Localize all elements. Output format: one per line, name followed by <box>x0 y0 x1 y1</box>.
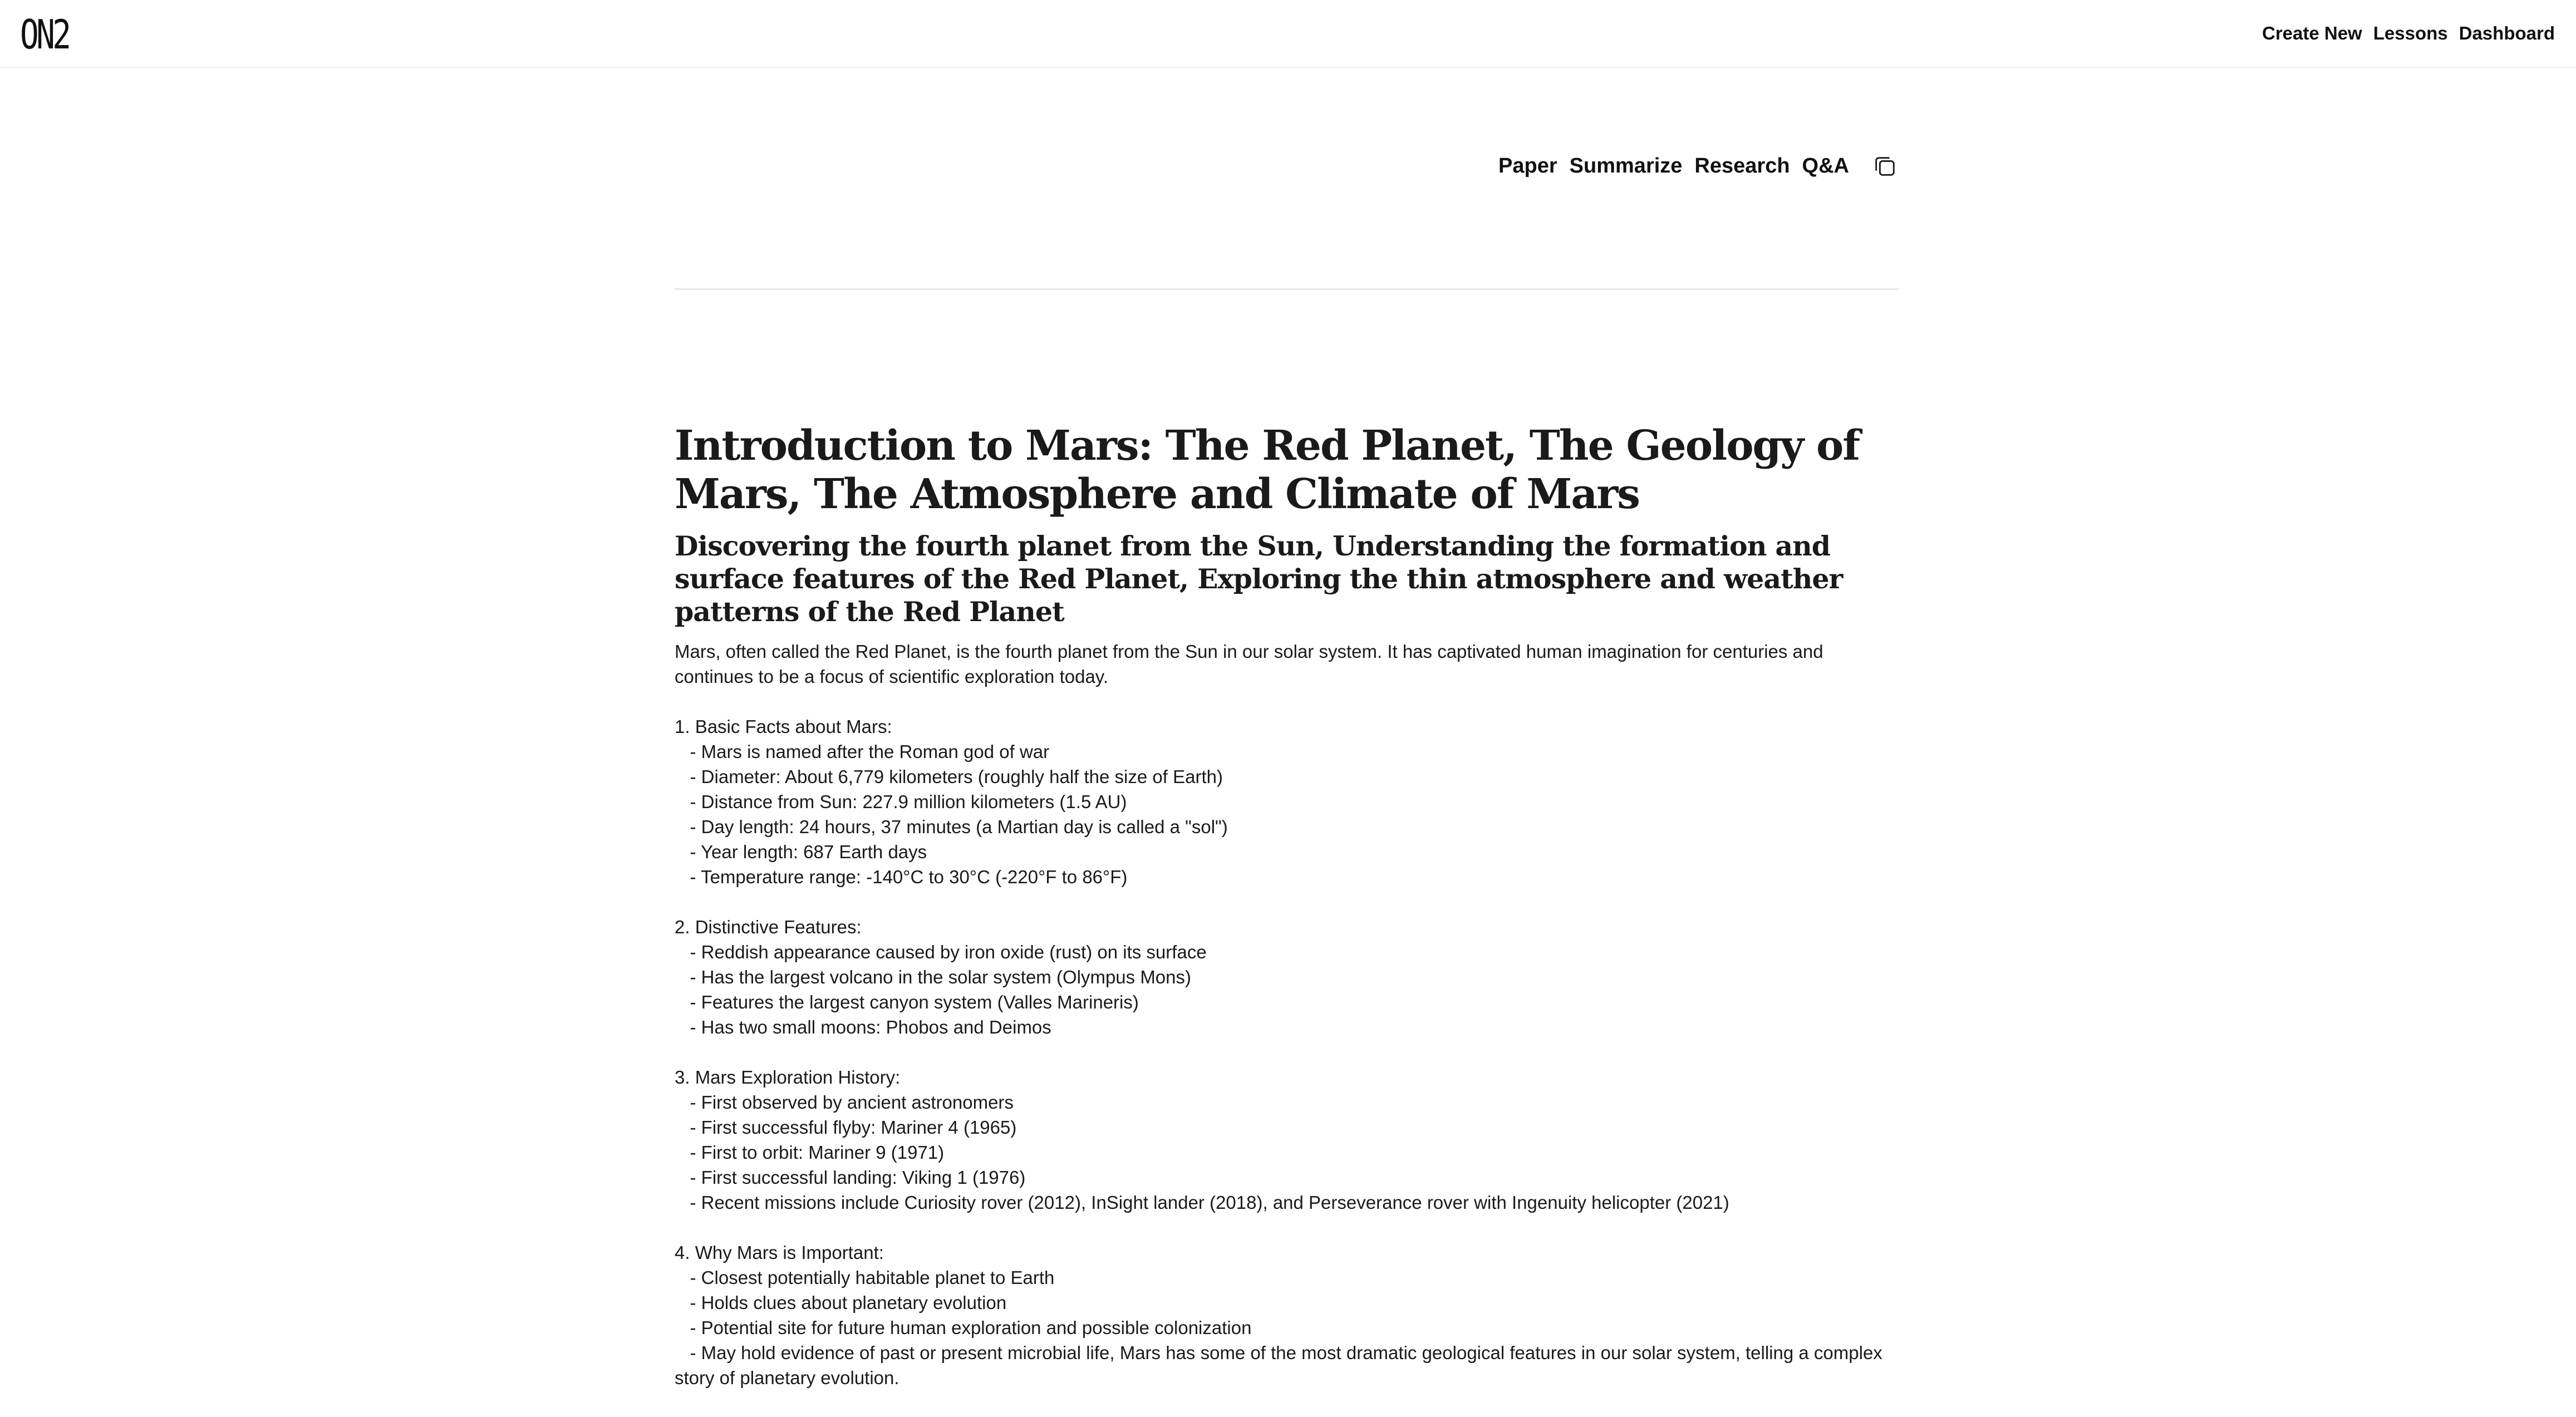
lesson-title: Introduction to Mars: The Red Planet, The Geology of Mars, The Atmosphere and Climate of Mars <box>675 422 1860 518</box>
nav-create-new[interactable]: Create New <box>2262 23 2362 43</box>
copy-icon[interactable] <box>1870 151 1899 180</box>
lesson-body: Mars, often called the Red Planet, is the fourth planet from the Sun in our solar system. It has captivated human imagination for centuries and continues to be a focus of scientific exploration today. 1. Basic Facts about Mars: - Mars is named after the Roman god of war - Diameter: About 6,779 kilometers (roughly half the size of Earth) - Distance from Sun: 227.9 million kilometers (1.5 AU) - Day length: 24 hours, 37 minutes (a Martian day is called a "sol") - Year length: 687 Earth days - Temperature range: -140°C to 30°C (-220°F to 86°F) 2. Distinctive Features: - Reddish appearance caused by iron oxide (rust) on its surface - Has the largest volcano in the solar system (Olympus Mons) - Features the largest canyon system (Valles Marineris) - Has two small moons: Phobos and Deimos 3. Mars Exploration History: - First observed by ancient astronomers - First successful flyby: Mariner 4 (1965) - First to orbit: Mariner 9 (1971) - First successful landing: Viking 1 (1976) - Recent missions include Curiosity rover (2012), InSight lander (2018), and Perseverance rover with Ingenuity helicopter (2021) 4. Why Mars is Important: - Closest potentially habitable planet to Earth - Holds clues about planetary evolution - Potential site for future human exploration and possible colonization - May hold evidence of past or present microbial life, Mars has some of the most dramatic geological features in our solar system, telling a complex story of planetary evolution. <box>675 641 1882 1388</box>
tab-research[interactable]: Research <box>1694 154 1790 178</box>
tab-summarize[interactable]: Summarize <box>1569 154 1683 178</box>
nav-dashboard[interactable]: Dashboard <box>2459 23 2555 43</box>
top-nav <box>2262 21 2555 46</box>
lesson-subtitle: Discovering the fourth planet from the Sun, Understanding the formation and surface features of the Red Planet, Exploring the thin atmosphere and weather patterns of the Red Planet <box>675 530 1843 628</box>
tab-paper[interactable]: Paper <box>1498 154 1557 178</box>
top-bar <box>0 0 2576 68</box>
logo[interactable]: ON2 <box>20 11 69 58</box>
toolbar-divider <box>675 288 1899 290</box>
nav-lessons[interactable]: Lessons <box>2373 23 2448 43</box>
tab-qa[interactable]: Q&A <box>1802 154 1849 178</box>
lesson-toolbar <box>1498 149 1899 183</box>
